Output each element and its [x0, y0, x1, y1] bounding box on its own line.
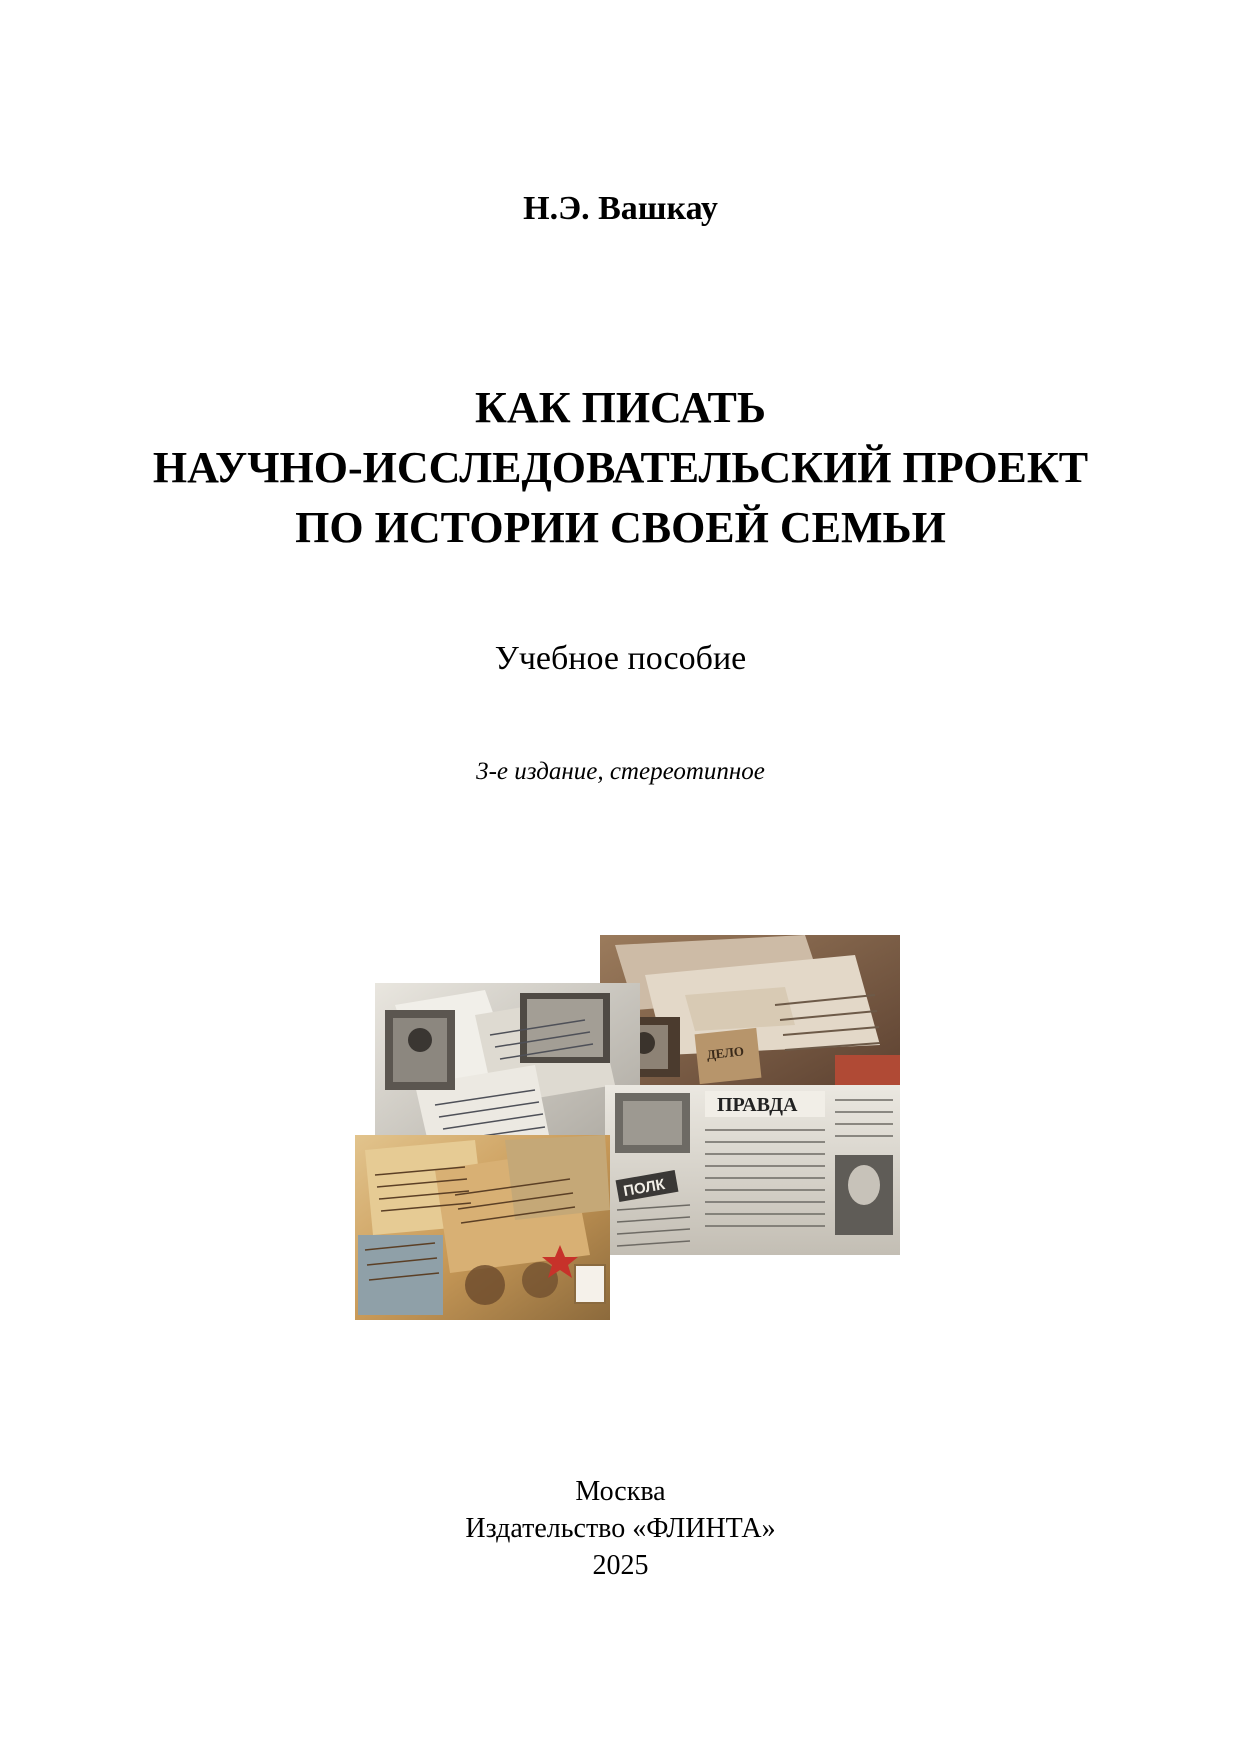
- newspaper-masthead: ПРАВДА: [717, 1094, 798, 1116]
- newspaper-headline: ПОЛК: [622, 1176, 667, 1201]
- publisher-imprint: [0, 1473, 1241, 1584]
- author-name: Н.Э. Вашкау: [523, 190, 718, 227]
- archive-files-photo: [600, 935, 900, 1095]
- imprint-city: Москва: [575, 1476, 666, 1507]
- newspaper-photo: [605, 1085, 900, 1255]
- imprint-publisher: Издательство «ФЛИНТА»: [465, 1513, 776, 1544]
- title-line-3: ПО ИСТОРИИ СВОЕЙ СЕМЬИ: [295, 503, 946, 552]
- book-title: [0, 378, 1241, 558]
- case-file-label: ДЕЛО: [705, 1043, 745, 1063]
- book-subtitle: Учебное пособие: [494, 640, 747, 677]
- title-line-2: НАУЧНО-ИССЛЕДОВАТЕЛЬСКИЙ ПРОЕКТ: [152, 443, 1089, 492]
- title-line-1: КАК ПИСАТЬ: [475, 383, 766, 432]
- edition-note: 3-е издание, стереотипное: [476, 758, 765, 785]
- archive-photo-collage: [355, 935, 900, 1320]
- imprint-year: 2025: [592, 1550, 649, 1581]
- sepia-letters-photo: [355, 1135, 610, 1320]
